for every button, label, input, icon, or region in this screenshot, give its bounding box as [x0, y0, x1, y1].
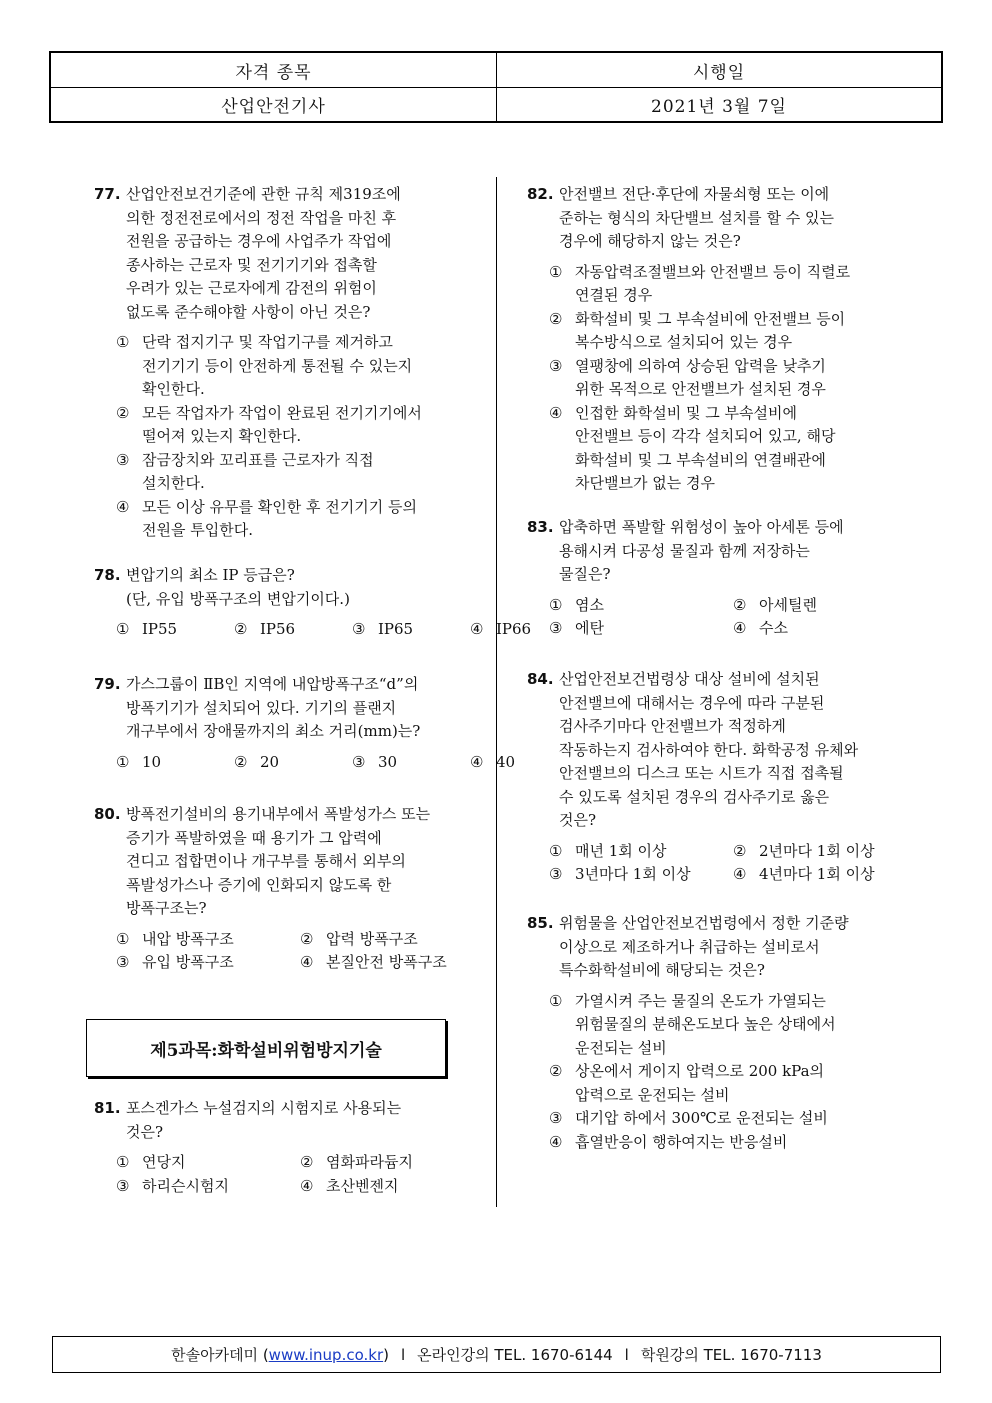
- option-text: 매년 1회 이상: [575, 841, 667, 860]
- option-marker: ③: [549, 356, 563, 375]
- subject-value: 산업안전기사: [51, 87, 497, 122]
- option-list: [549, 594, 937, 641]
- footer-bar: [52, 1336, 941, 1373]
- option-list: [116, 1151, 489, 1198]
- question-80: [94, 803, 489, 975]
- option-text: 잠금장치와 꼬리표를 근로자가 직접 설치한다.: [142, 450, 374, 492]
- question-number: 84.: [527, 670, 554, 688]
- question-stem: 변압기의 최소 IP 등급은? (단, 유입 방폭구조의 변압기이다.): [126, 566, 350, 608]
- option-text: 3년마다 1회 이상: [575, 865, 691, 883]
- option-text: 화학설비 및 그 부속설비에 안전밸브 등이 복수방식으로 설치되어 있는 경우: [575, 309, 846, 351]
- question-number: 81.: [94, 1099, 121, 1117]
- option-1[interactable]: [116, 928, 300, 952]
- option-text: 30: [378, 752, 398, 771]
- option-marker: ①: [116, 752, 130, 771]
- option-list: [116, 331, 489, 543]
- option-text: 내압 방폭구조: [142, 929, 234, 948]
- question-stem: 포스겐가스 누설검지의 시험지로 사용되는 것은?: [126, 1099, 402, 1141]
- option-marker: ②: [234, 620, 248, 638]
- option-text: 에탄: [575, 619, 604, 637]
- option-marker: ④: [549, 403, 563, 422]
- option-text: 염소: [575, 595, 604, 614]
- option-marker: ②: [300, 929, 314, 948]
- option-list: [549, 261, 937, 496]
- option-text: 연당지: [142, 1153, 186, 1171]
- option-2[interactable]: [116, 402, 489, 449]
- option-text: 아세틸렌: [759, 595, 817, 614]
- option-2[interactable]: [733, 594, 917, 618]
- option-list: [549, 840, 937, 887]
- footer-offline-phone: 학원강의 TEL. 1670-7113: [640, 1346, 822, 1364]
- option-marker: ②: [733, 841, 747, 860]
- option-text: 4년마다 1회 이상: [759, 865, 875, 883]
- option-text: 2년마다 1회 이상: [759, 841, 875, 860]
- option-4[interactable]: [733, 617, 917, 641]
- option-marker: ④: [116, 497, 130, 516]
- option-marker: ①: [116, 929, 130, 948]
- option-text: 인접한 화학설비 및 그 부속설비에 안전밸브 등이 각각 설치되어 있고, 해당 화학설비 및 그 부속설비의 연결배관에 차단밸브가 없는 경우: [575, 403, 836, 492]
- option-text: 단락 접지기구 및 작업기구를 제거하고 전기기기 등이 안전하게 통전될 수 있는지 확인한다.: [142, 333, 413, 398]
- option-1[interactable]: [549, 990, 937, 1061]
- option-marker: ④: [470, 620, 484, 638]
- option-text: 흡열반응이 행하여지는 반응설비: [575, 1132, 788, 1151]
- option-4[interactable]: [549, 1131, 937, 1155]
- option-3[interactable]: [352, 618, 470, 642]
- option-2[interactable]: [733, 840, 917, 864]
- option-3[interactable]: [549, 1107, 937, 1131]
- footer-online-phone: 온라인강의 TEL. 1670-6144: [417, 1346, 613, 1364]
- option-marker: ①: [549, 841, 563, 860]
- option-4[interactable]: [549, 402, 937, 496]
- option-marker: ④: [733, 865, 747, 883]
- option-1[interactable]: [549, 840, 733, 864]
- option-3[interactable]: [116, 951, 300, 975]
- option-marker: ①: [549, 262, 563, 281]
- option-3[interactable]: [549, 863, 733, 887]
- option-marker: ③: [549, 619, 563, 637]
- date-column-label: 시행일: [692, 62, 746, 83]
- option-marker: ③: [352, 752, 366, 771]
- option-marker: ③: [549, 865, 563, 883]
- option-text: IP66: [496, 620, 532, 638]
- subject-column-label: 자격 종목: [51, 53, 497, 87]
- option-2[interactable]: [234, 618, 352, 642]
- option-marker: ②: [300, 1153, 314, 1171]
- question-stem: 방폭전기설비의 용기내부에서 폭발성가스 또는 증기가 폭발하였을 때 용기가 그 압력에 견디고 접합면이나 개구부를 통해서 외부의 폭발성가스나 증기에 인화되지 않도록 한 방폭구조는?: [126, 805, 431, 917]
- option-text: 본질안전 방폭구조: [326, 953, 447, 971]
- question-stem: 가스그룹이 ⅡB인 지역에 내압방폭구조“d”의 방폭기기가 설치되어 있다. 기기의 플랜지 개구부에서 장애물까지의 최소 거리(mm)는?: [126, 675, 421, 740]
- option-1[interactable]: [116, 618, 234, 642]
- question-number: 78.: [94, 566, 121, 584]
- option-text: 자동압력조절밸브와 안전밸브 등이 직렬로 연결된 경우: [575, 262, 851, 304]
- option-marker: ④: [300, 1176, 314, 1195]
- option-2[interactable]: [300, 1151, 484, 1175]
- option-marker: ③: [549, 1109, 563, 1127]
- question-number: 79.: [94, 675, 121, 693]
- question-number: 80.: [94, 805, 121, 823]
- column-divider: [496, 177, 497, 1207]
- question-stem: 압축하면 폭발할 위험성이 높아 아세톤 등에 용해시켜 다공성 물질과 함께 저장하는 물질은?: [559, 518, 844, 583]
- footer-separator: l: [400, 1345, 406, 1364]
- option-marker: ④: [470, 752, 484, 771]
- option-marker: ①: [549, 991, 563, 1010]
- option-marker: ④: [300, 953, 314, 971]
- question-81: [94, 1097, 489, 1198]
- option-1[interactable]: [549, 261, 937, 308]
- question-stem: 위험물을 산업안전보건법령에서 정한 기준량 이상으로 제조하거나 취급하는 설비로서 특수화학설비에 해당되는 것은?: [559, 914, 849, 979]
- footer-org: 한솔아카데미 (: [171, 1346, 269, 1364]
- question-number: 83.: [527, 518, 554, 536]
- option-3[interactable]: [116, 1175, 300, 1199]
- option-3[interactable]: [549, 617, 733, 641]
- option-2[interactable]: [300, 928, 484, 952]
- question-85: [527, 912, 937, 1154]
- option-1[interactable]: [549, 594, 733, 618]
- option-marker: ①: [116, 1153, 130, 1171]
- option-text: 유입 방폭구조: [142, 953, 234, 971]
- option-text: 열팽창에 의하여 상승된 압력을 낮추기 위한 목적으로 안전밸브가 설치된 경우: [575, 356, 826, 398]
- option-marker: ④: [549, 1132, 563, 1151]
- question-82: [527, 183, 937, 496]
- option-3[interactable]: [549, 355, 937, 402]
- question-stem: 산업안전보건법령상 대상 설비에 설치된 안전밸브에 대해서는 경우에 따라 구분된 검사주기마다 안전밸브가 적정하게 작동하는지 검사하여야 한다. 화학공정 유체와 안전밸브의 디스크 또는 시트가 직접 접촉될 수 있도록 설치된 경우의 검사주기로 옳은 것은?: [559, 670, 859, 829]
- option-1[interactable]: [116, 751, 234, 775]
- option-marker: ②: [549, 1062, 563, 1080]
- section-title: 제5과목:화학설비위험방지기술: [86, 1019, 446, 1077]
- option-text: 대기압 하에서 300℃로 운전되는 설비: [575, 1109, 828, 1127]
- question-number: 77.: [94, 185, 121, 203]
- option-4[interactable]: [300, 1175, 484, 1199]
- option-4[interactable]: [116, 496, 489, 543]
- option-text: IP56: [260, 620, 296, 638]
- option-text: 20: [260, 752, 280, 771]
- exam-info-value-row: [51, 87, 941, 122]
- option-list: [549, 990, 937, 1155]
- option-text: 하리슨시험지: [142, 1176, 229, 1195]
- question-number: 85.: [527, 914, 554, 932]
- option-marker: ②: [234, 752, 248, 771]
- option-1[interactable]: [116, 1151, 300, 1175]
- exam-info-table: [49, 51, 943, 123]
- option-text: 압력 방폭구조: [326, 929, 418, 948]
- question-stem: 산업안전보건기준에 관한 규칙 제319조에 의한 정전전로에서의 정전 작업을 마친 후 전원을 공급하는 경우에 사업주가 작업에 종사하는 근로자 및 전기기기와 접촉할 우려가 있는 근로자에게 감전의 위험이 없도록 준수해야할 사항이 아닌 것은?: [126, 185, 401, 321]
- option-text: 40: [496, 752, 516, 771]
- option-marker: ④: [733, 619, 747, 637]
- option-text: 10: [142, 752, 162, 771]
- option-3[interactable]: [116, 449, 489, 496]
- option-3[interactable]: [352, 751, 470, 775]
- exam-date-value: 2021년 3월 7일: [651, 97, 787, 117]
- option-text: IP55: [142, 620, 178, 638]
- option-text: 초산벤젠지: [326, 1176, 399, 1195]
- question-number: 82.: [527, 185, 554, 203]
- option-1[interactable]: [116, 331, 489, 402]
- option-text: 상온에서 게이지 압력으로 200 kPa의 압력으로 운전되는 설비: [575, 1062, 825, 1104]
- option-marker: ①: [549, 595, 563, 614]
- option-4[interactable]: [300, 951, 484, 975]
- question-79: [94, 673, 516, 774]
- option-text: 수소: [759, 619, 788, 637]
- question-77: [94, 183, 489, 543]
- option-2[interactable]: [549, 308, 937, 355]
- option-marker: ③: [116, 1176, 130, 1195]
- question-84: [527, 668, 937, 887]
- option-marker: ②: [116, 403, 130, 422]
- option-marker: ③: [116, 450, 130, 469]
- option-marker: ③: [116, 953, 130, 971]
- option-list: [116, 618, 532, 642]
- option-list: [116, 928, 489, 975]
- option-list: [116, 751, 516, 775]
- option-2[interactable]: [234, 751, 352, 775]
- option-text: 모든 이상 유무를 확인한 후 전기기기 등의 전원을 투입한다.: [142, 497, 417, 539]
- option-marker: ①: [116, 333, 130, 351]
- question-83: [527, 516, 937, 641]
- question-stem: 안전밸브 전단·후단에 자물쇠형 또는 이에 준하는 형식의 차단밸브 설치를 할 수 있는 경우에 해당하지 않는 것은?: [559, 185, 834, 250]
- option-text: 모든 작업자가 작업이 완료된 전기기기에서 떨어져 있는지 확인한다.: [142, 403, 422, 445]
- footer-website-link[interactable]: www.inup.co.kr: [268, 1345, 384, 1364]
- option-2[interactable]: [549, 1060, 937, 1107]
- option-text: IP65: [378, 620, 414, 638]
- footer-org-close: ): [383, 1345, 389, 1364]
- option-marker: ①: [116, 620, 130, 638]
- option-text: 염화파라듐지: [326, 1153, 413, 1171]
- question-78: [94, 564, 532, 642]
- option-text: 가열시켜 주는 물질의 온도가 가열되는 위험물질의 분해온도보다 높은 상태에서 운전되는 설비: [575, 991, 836, 1057]
- option-marker: ②: [733, 595, 747, 614]
- exam-info-header-row: [51, 53, 941, 88]
- option-4[interactable]: [733, 863, 917, 887]
- footer-separator: l: [624, 1345, 629, 1364]
- option-marker: ②: [549, 309, 563, 328]
- option-marker: ③: [352, 620, 366, 638]
